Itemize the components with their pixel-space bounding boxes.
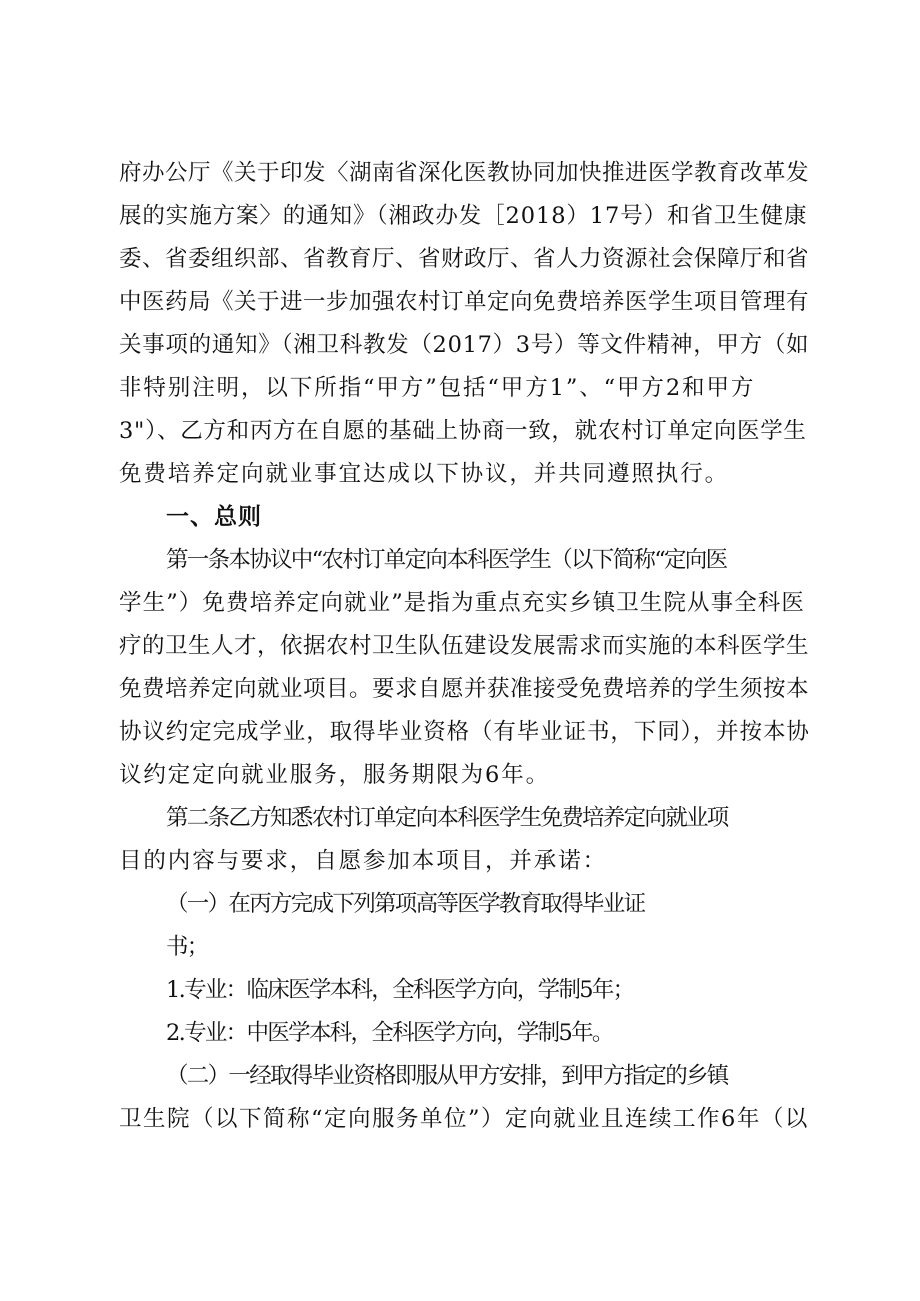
- intro-line-7: 3"）、乙方和丙方在自愿的基础上协商一致，就农村订单定向医学生: [119, 418, 807, 444]
- article1-line-2: 学生”）免费培养定向就业”是指为重点充实乡镇卫生院从事全科医: [119, 590, 806, 616]
- article1-line-1: 第一条本协议中“农村订单定向本科医学生（以下简称“定向医: [166, 547, 727, 573]
- article1-line-6: 议约定定向就业服务，服务期限为6年。: [119, 762, 551, 788]
- item2-line-2: 卫生院（以下简称“定向服务单位”）定向就业且连续工作6年（以: [119, 1106, 809, 1132]
- major-2: 2.专业：中医学本科，全科医学方向，学制5年。: [166, 1020, 613, 1046]
- article1-line-5: 协议约定完成学业，取得毕业资格（有毕业证书，下同），并按本协: [119, 719, 810, 745]
- intro-line-4: 中医药局《关于进一步加强农村订单定向免费培养医学生项目管理有: [119, 289, 810, 315]
- intro-line-1: 府办公厅《关于印发〈湖南省深化医教协同加快推进医学教育改革发: [119, 160, 810, 186]
- section-heading: 一、总则: [166, 504, 262, 530]
- article2-line-1: 第二条乙方知悉农村订单定向本科医学生免费培养定向就业项: [166, 805, 728, 831]
- article1-line-4: 免费培养定向就业项目。要求自愿并获准接受免费培养的学生须按本: [119, 676, 810, 702]
- item1-line-2: 书；: [166, 934, 208, 960]
- major-1: 1.专业：临床医学本科，全科医学方向，学制5年；: [166, 977, 634, 1003]
- intro-line-8: 免费培养定向就业事宜达成以下协议，并共同遵照执行。: [119, 461, 730, 487]
- item1-line-1: （一）在丙方完成下列第项高等医学教育取得毕业证: [166, 891, 645, 917]
- intro-line-2: 展的实施方案〉的通知》（湘政办发［2018）17号）和省卫生健康: [119, 203, 808, 229]
- intro-line-6: 非特别注明，以下所指“甲方”包括“甲方1”、“甲方2和甲方: [119, 375, 756, 401]
- article1-line-3: 疗的卫生人才，依据农村卫生队伍建设发展需求而实施的本科医学生: [119, 633, 810, 659]
- intro-line-3: 委、省委组织部、省教育厅、省财政厅、省人力资源社会保障厅和省: [119, 246, 810, 272]
- item2-line-1: （二）一经取得毕业资格即服从甲方安排，到甲方指定的乡镇: [166, 1063, 728, 1089]
- intro-line-5: 关事项的通知》（湘卫科教发（2017）3号）等文件精神，甲方（如: [119, 332, 810, 358]
- article2-line-2: 目的内容与要求，自愿参加本项目，并承诺：: [119, 848, 608, 874]
